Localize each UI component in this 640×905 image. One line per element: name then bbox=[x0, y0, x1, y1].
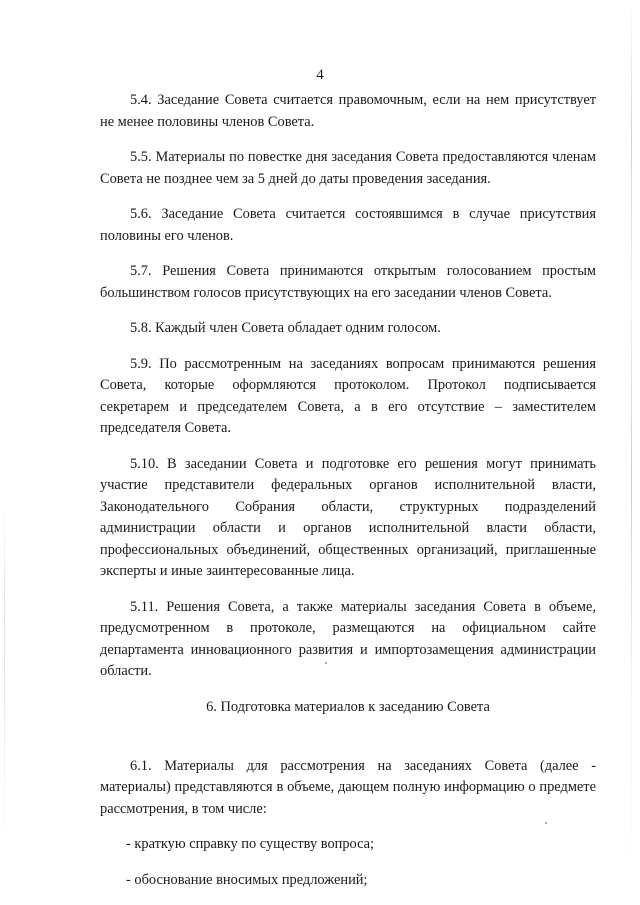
paragraph-5-4: 5.4. Заседание Совета считается правомочным, если на нем присутствует не менее половины членов Совета. bbox=[100, 92, 596, 130]
document-body bbox=[100, 90, 596, 905]
page-number: 4 bbox=[316, 67, 324, 83]
paragraph-5-10: 5.10. В заседании Совета и подготовке его решения могут принимать участие представители федеральных органов исполнительной власти, Законодательного Собрания области, структурных подразделений администрации области и органов исполнительной власти области, профессиональных объединений, общественных организаций, приглашенные эксперты и иные заинтересованные лица. bbox=[100, 455, 596, 579]
paragraph-5-8: 5.8. Каждый член Совета обладает одним голосом. bbox=[130, 320, 441, 336]
section-6-heading: 6. Подготовка материалов к заседанию Совета bbox=[206, 698, 490, 715]
scan-edge-shadow-left bbox=[4, 500, 5, 850]
paragraph-6-1: 6.1. Материалы для рассмотрения на заседаниях Совета (далее - материалы) представляются в объеме, дающем полную информацию о предмете рассмотрения, в том числе: bbox=[100, 757, 596, 817]
scan-edge-shadow-right bbox=[631, 0, 632, 905]
paragraph-5-6: 5.6. Заседание Совета считается состоявшимся в случае присутствия половины его членов. bbox=[100, 206, 596, 244]
paragraph-5-5: 5.5. Материалы по повестке дня заседания Совета предоставляются членам Совета не позднее чем за 5 дней до даты проведения заседания. bbox=[100, 149, 596, 187]
paragraph-5-7: 5.7. Решения Совета принимаются открытым голосованием простым большинством голосов присутствующих на его заседании членов Совета. bbox=[100, 263, 596, 301]
paragraph-5-9: 5.9. По рассмотренным на заседаниях вопросам принимаются решения Совета, которые оформляются протоколом. Протокол подписывается секретарем и председателем Совета, а в его отсутствие – заместителем председателя Совета. bbox=[100, 355, 596, 436]
paragraph-5-11: 5.11. Решения Совета, а также материалы заседания Совета в объеме, предусмотренном в протоколе, размещаются на официальном сайте департамента инновационного развития и импортозамещения администрации области. bbox=[100, 598, 596, 679]
list-item-brief-summary: - краткую справку по существу вопроса; bbox=[126, 836, 375, 852]
list-item-justification: - обоснование вносимых предложений; bbox=[126, 871, 368, 888]
